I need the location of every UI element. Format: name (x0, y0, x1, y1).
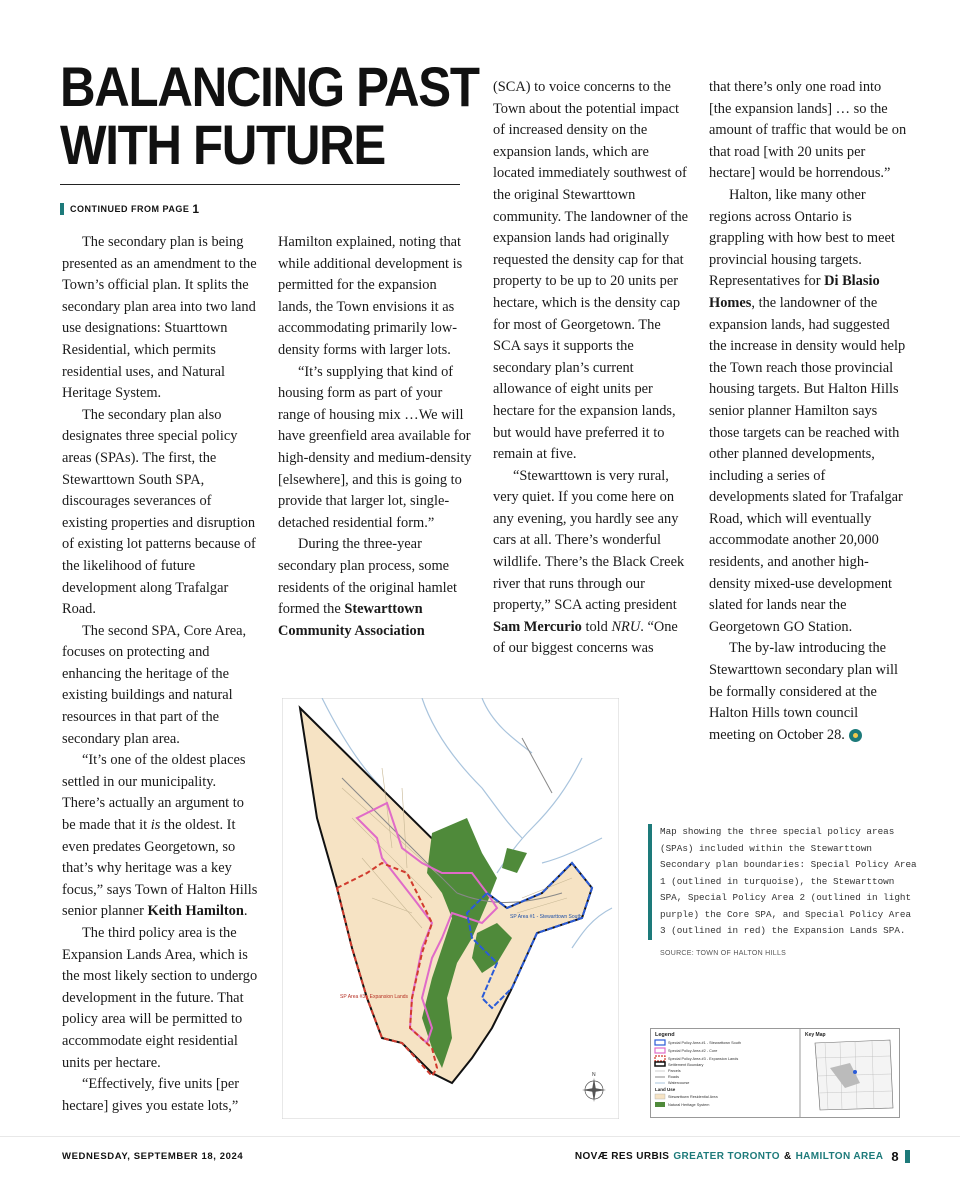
svg-text:SP Area #1 - Stewarttown South: SP Area #1 - Stewarttown South (510, 914, 582, 920)
footer-divider (0, 1136, 960, 1137)
company-name: Di Blasio Homes (709, 273, 880, 311)
map-legend (650, 1028, 900, 1118)
svg-text:Land Use: Land Use (655, 1087, 676, 1092)
continued-text: CONTINUED FROM PAGE (70, 204, 190, 214)
paragraph: The by-law introducing the Stewarttown secondary plan will be formally considered at the Halton Hills town council meeting on October 28. (709, 640, 899, 743)
paragraph: The secondary plan is being presented as an amendment to the Town’s official plan. It splits the secondary plan area into two land use designations: Stuarttown Residential, which permits residential uses, and Natural Heritage System. (62, 234, 257, 402)
svg-text:Stewarttown Residential Area: Stewarttown Residential Area (668, 1095, 718, 1099)
svg-text:Watercourse: Watercourse (668, 1081, 690, 1085)
headline-rule (60, 184, 460, 185)
publication-name: NOVÆ RES URBIS (574, 1151, 670, 1162)
svg-text:Legend: Legend (655, 1032, 675, 1038)
paragraph: that there’s only one road into [the expansion lands] … so the amount of traffic that would be on that road [with 20 units per hectare] would be horrendous.” (709, 79, 907, 182)
headline (60, 55, 479, 176)
headline-line-2: WITH FUTURE (60, 113, 385, 176)
svg-text:Settlement Boundary: Settlement Boundary (668, 1063, 704, 1067)
svg-text:Key Map: Key Map (805, 1032, 826, 1038)
issue-date: WEDNESDAY, SEPTEMBER 18, 2024 (62, 1151, 244, 1162)
headline-line-1: BALANCING PAST (60, 55, 479, 118)
svg-text:Natural Heritage System: Natural Heritage System (668, 1103, 710, 1107)
svg-text:N: N (592, 1072, 596, 1078)
paragraph: Halton, like many other regions across Ontario is grappling with how best to meet provincial housing targets. Representatives for Di Blasio Homes, the landowner of the expansion lands, had suggested the increase in density would help the Town reach those provincial housing targets. But Halton Hills senior planner Hamilton says those targets can be reached with other planned developments, including a series of developments slated for Trafalgar Road, which will eventually accommodate another 20,000 residents, and another high-density mixed-use development slated for lands near the Georgetown GO Station. (709, 186, 906, 635)
paragraph: Hamilton explained, noting that while additional development is permitted for the expansion lands, the Town envisions it as accommodating primarily low-density forms with larger lots. (278, 234, 463, 358)
map-source: SOURCE: TOWN OF HALTON HILLS (660, 950, 787, 957)
article-column-3 (493, 77, 691, 660)
accent-bar (60, 203, 64, 215)
article-column-1 (62, 232, 258, 1117)
paragraph: The second SPA, Core Area, focuses on protecting and enhancing the heritage of the existing buildings and natural resources in that part of the secondary plan area. (62, 622, 247, 747)
page-accent-bar (905, 1150, 910, 1163)
publication-footer (575, 1149, 910, 1164)
map-caption: Map showing the three special policy areas (SPAs) included within the Stewarttown Secondary plan boundaries: Special Policy Area 1 (outlined in turquoise), the Stewarttown SPA, Special Policy Area 2 (outlined in light purple) the Core SPA, and Special Policy Area 3 (outlined in red) the Expansion Lands SPA. (648, 824, 920, 940)
article-column-2 (278, 232, 474, 642)
end-of-story-icon (849, 729, 862, 742)
svg-text:Special Policy Area #1 - Stewa: Special Policy Area #1 - Stewarttown South (668, 1041, 742, 1045)
paragraph: “It’s one of the oldest places settled in our municipality. There’s actually an argument to be made that it is the oldest. It even predates Georgetown, so that’s why heritage was a key focus,” says Town of Halton Hills senior planner Keith Hamilton. (62, 752, 258, 920)
key-map-icon (815, 1040, 893, 1110)
continued-from-label (60, 202, 200, 216)
svg-text:Special Policy Area #2 - Core: Special Policy Area #2 - Core (668, 1049, 718, 1053)
paragraph: “Stewarttown is very rural, very quiet. If you come here on any evening, you hardly see any cars at all. There’s wonderful wildlife. There’s the Black Creek river that runs through our property,” SCA acting president Sam Mercurio told NRU. “One of our biggest concerns was (493, 467, 685, 657)
region-name-2: HAMILTON AREA (795, 1151, 884, 1162)
article-column-4 (709, 77, 907, 746)
region-name-1: GREATER TORONTO (673, 1151, 780, 1162)
svg-text:SP Area #3 - Expansion Lands: SP Area #3 - Expansion Lands (340, 994, 409, 1000)
svg-text:Roads: Roads (668, 1075, 679, 1079)
paragraph: The secondary plan also designates three special policy areas (SPAs). The first, the Stewarttown South SPA, discourages severances of existing properties and disruption of existing lot patterns because of the likelihood of future development along Trafalgar Road. (62, 406, 256, 618)
paragraph: “It’s supplying that kind of housing form as part of your range of housing mix …We will have greenfield area available for high-density and medium-density [elsewhere], and this is going to provide that larger lot, single-detached residential form.” (278, 363, 472, 531)
organization-name: Stewarttown Community Association (278, 601, 425, 639)
ampersand: & (783, 1151, 792, 1162)
person-name: Sam Mercurio (493, 618, 582, 635)
page-number: 8 (891, 1149, 899, 1164)
paragraph: (SCA) to voice concerns to the Town about the potential impact of increased density on the expansion lands, which are located immediately southwest of the original Stewarttown community. The landowner of the expansion lands had originally requested the density cap for that property to be up to 20 units per hectare, which is the density cap for most of Georgetown. The SCA says it supports the secondary plan’s current allowance of eight units per hectare for the expansion lands, but would have preferred it to remain at five. (493, 79, 689, 463)
paragraph: The third policy area is the Expansion Lands Area, which is the most likely section to undergo development in the future. That policy area will be permitted to accommodate eight residential units per hectare. (62, 925, 258, 1071)
paragraph: “Effectively, five units [per hectare] gives you estate lots,” (62, 1076, 240, 1114)
person-name: Keith Hamilton (147, 903, 244, 920)
svg-text:Parcels: Parcels (668, 1069, 681, 1073)
paragraph: During the three-year secondary plan process, some residents of the original hamlet formed the Stewarttown Community Association (278, 536, 458, 639)
svg-text:Special Policy Area #3 - Expan: Special Policy Area #3 - Expansion Lands (668, 1057, 739, 1061)
continued-page: 1 (192, 202, 200, 216)
stewarttown-map (282, 698, 619, 1119)
